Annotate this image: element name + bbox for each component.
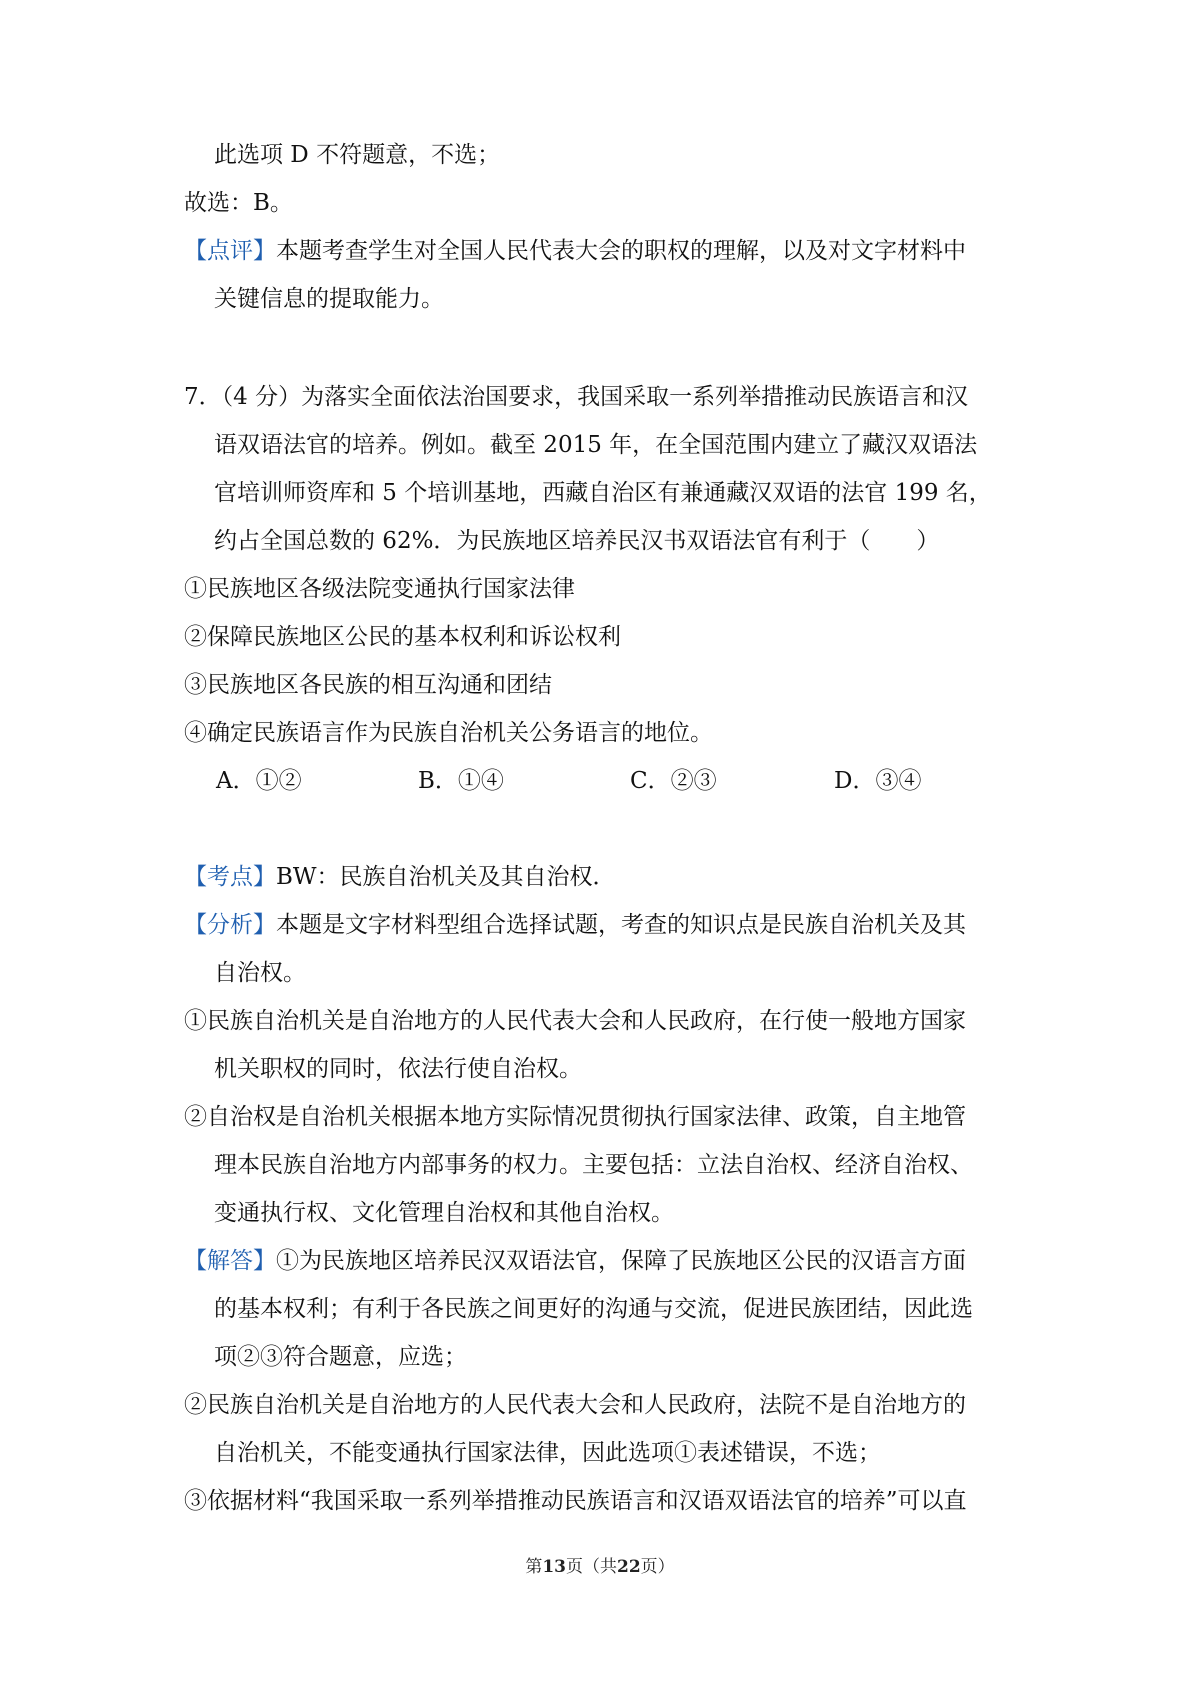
prev-answer-line: 此选项 D 不符题意，不选； bbox=[214, 142, 501, 168]
jieda-point-2-cont: 自治机关，不能变通执行国家法律，因此选项①表述错误，不选； bbox=[214, 1440, 881, 1466]
jieda-tag: 【解答】 bbox=[184, 1248, 276, 1274]
fenxi-text-cont: 自治权。 bbox=[214, 960, 306, 986]
question-stem-line4: 约占全国总数的 62%．为民族地区培养民汉书双语法官有利于（ ） bbox=[214, 528, 940, 554]
comment-text-cont: 关键信息的提取能力。 bbox=[214, 286, 444, 312]
comment-paragraph bbox=[184, 236, 966, 266]
fenxi-paragraph bbox=[184, 910, 966, 940]
jieda-point-3: ③依据材料“我国采取一系列举措推动民族语言和汉语双语法官的培养”可以直 bbox=[184, 1488, 967, 1514]
statement-item-1: ①民族地区各级法院变通执行国家法律 bbox=[184, 576, 575, 602]
page-footer bbox=[0, 1555, 1200, 1579]
footer-total-pages: 22 bbox=[617, 1557, 641, 1577]
option-d: D．③④ bbox=[834, 768, 922, 794]
jieda-paragraph bbox=[184, 1246, 966, 1276]
statement-item-2: ②保障民族地区公民的基本权利和诉讼权利 bbox=[184, 624, 621, 650]
fenxi-point-2-cont2: 变通执行权、文化管理自治权和其他自治权。 bbox=[214, 1200, 674, 1226]
comment-tag: 【点评】 bbox=[184, 238, 276, 264]
jieda-text-cont1: 的基本权利；有利于各民族之间更好的沟通与交流，促进民族团结，因此选 bbox=[214, 1296, 973, 1322]
fenxi-point-2-cont1: 理本民族自治地方内部事务的权力。主要包括：立法自治权、经济自治权、 bbox=[214, 1152, 973, 1178]
statement-item-4: ④确定民族语言作为民族自治机关公务语言的地位。 bbox=[184, 720, 713, 746]
question-stem-line1: 7．（4 分）为落实全面依法治国要求，我国采取一系列举措推动民族语言和汉 bbox=[184, 384, 969, 410]
prev-answer-choice: 故选：B。 bbox=[184, 190, 293, 216]
jieda-text-cont2: 项②③符合题意，应选； bbox=[214, 1344, 467, 1370]
jieda-point-2: ②民族自治机关是自治地方的人民代表大会和人民政府，法院不是自治地方的 bbox=[184, 1392, 966, 1418]
footer-prefix: 第 bbox=[525, 1557, 543, 1577]
kaodian-tag: 【考点】 bbox=[184, 864, 276, 890]
fenxi-point-1-cont: 机关职权的同时，依法行使自治权。 bbox=[214, 1056, 582, 1082]
statement-item-3: ③民族地区各民族的相互沟通和团结 bbox=[184, 672, 552, 698]
option-a: A．①② bbox=[216, 768, 302, 794]
question-stem-line2: 语双语法官的培养。例如。截至 2015 年，在全国范围内建立了藏汉双语法 bbox=[214, 432, 978, 458]
fenxi-point-2: ②自治权是自治机关根据本地方实际情况贯彻执行国家法律、政策，自主地管 bbox=[184, 1104, 966, 1130]
kaodian-paragraph bbox=[184, 862, 616, 892]
fenxi-text: 本题是文字材料型组合选择试题，考查的知识点是民族自治机关及其 bbox=[276, 912, 966, 938]
footer-page-number: 13 bbox=[542, 1557, 566, 1577]
comment-text: 本题考查学生对全国人民代表大会的职权的理解，以及对文字材料中 bbox=[276, 238, 966, 264]
question-stem-line3: 官培训师资库和 5 个培训基地，西藏自治区有兼通藏汉双语的法官 199 名， bbox=[214, 480, 992, 506]
kaodian-text: BW：民族自治机关及其自治权． bbox=[276, 864, 616, 890]
fenxi-tag: 【分析】 bbox=[184, 912, 276, 938]
footer-mid: 页（共 bbox=[566, 1557, 617, 1577]
footer-suffix: 页） bbox=[640, 1557, 675, 1577]
option-b: B．①④ bbox=[418, 768, 504, 794]
option-c: C．②③ bbox=[630, 768, 717, 794]
jieda-text: ①为民族地区培养民汉双语法官，保障了民族地区公民的汉语言方面 bbox=[276, 1248, 966, 1274]
fenxi-point-1: ①民族自治机关是自治地方的人民代表大会和人民政府，在行使一般地方国家 bbox=[184, 1008, 966, 1034]
